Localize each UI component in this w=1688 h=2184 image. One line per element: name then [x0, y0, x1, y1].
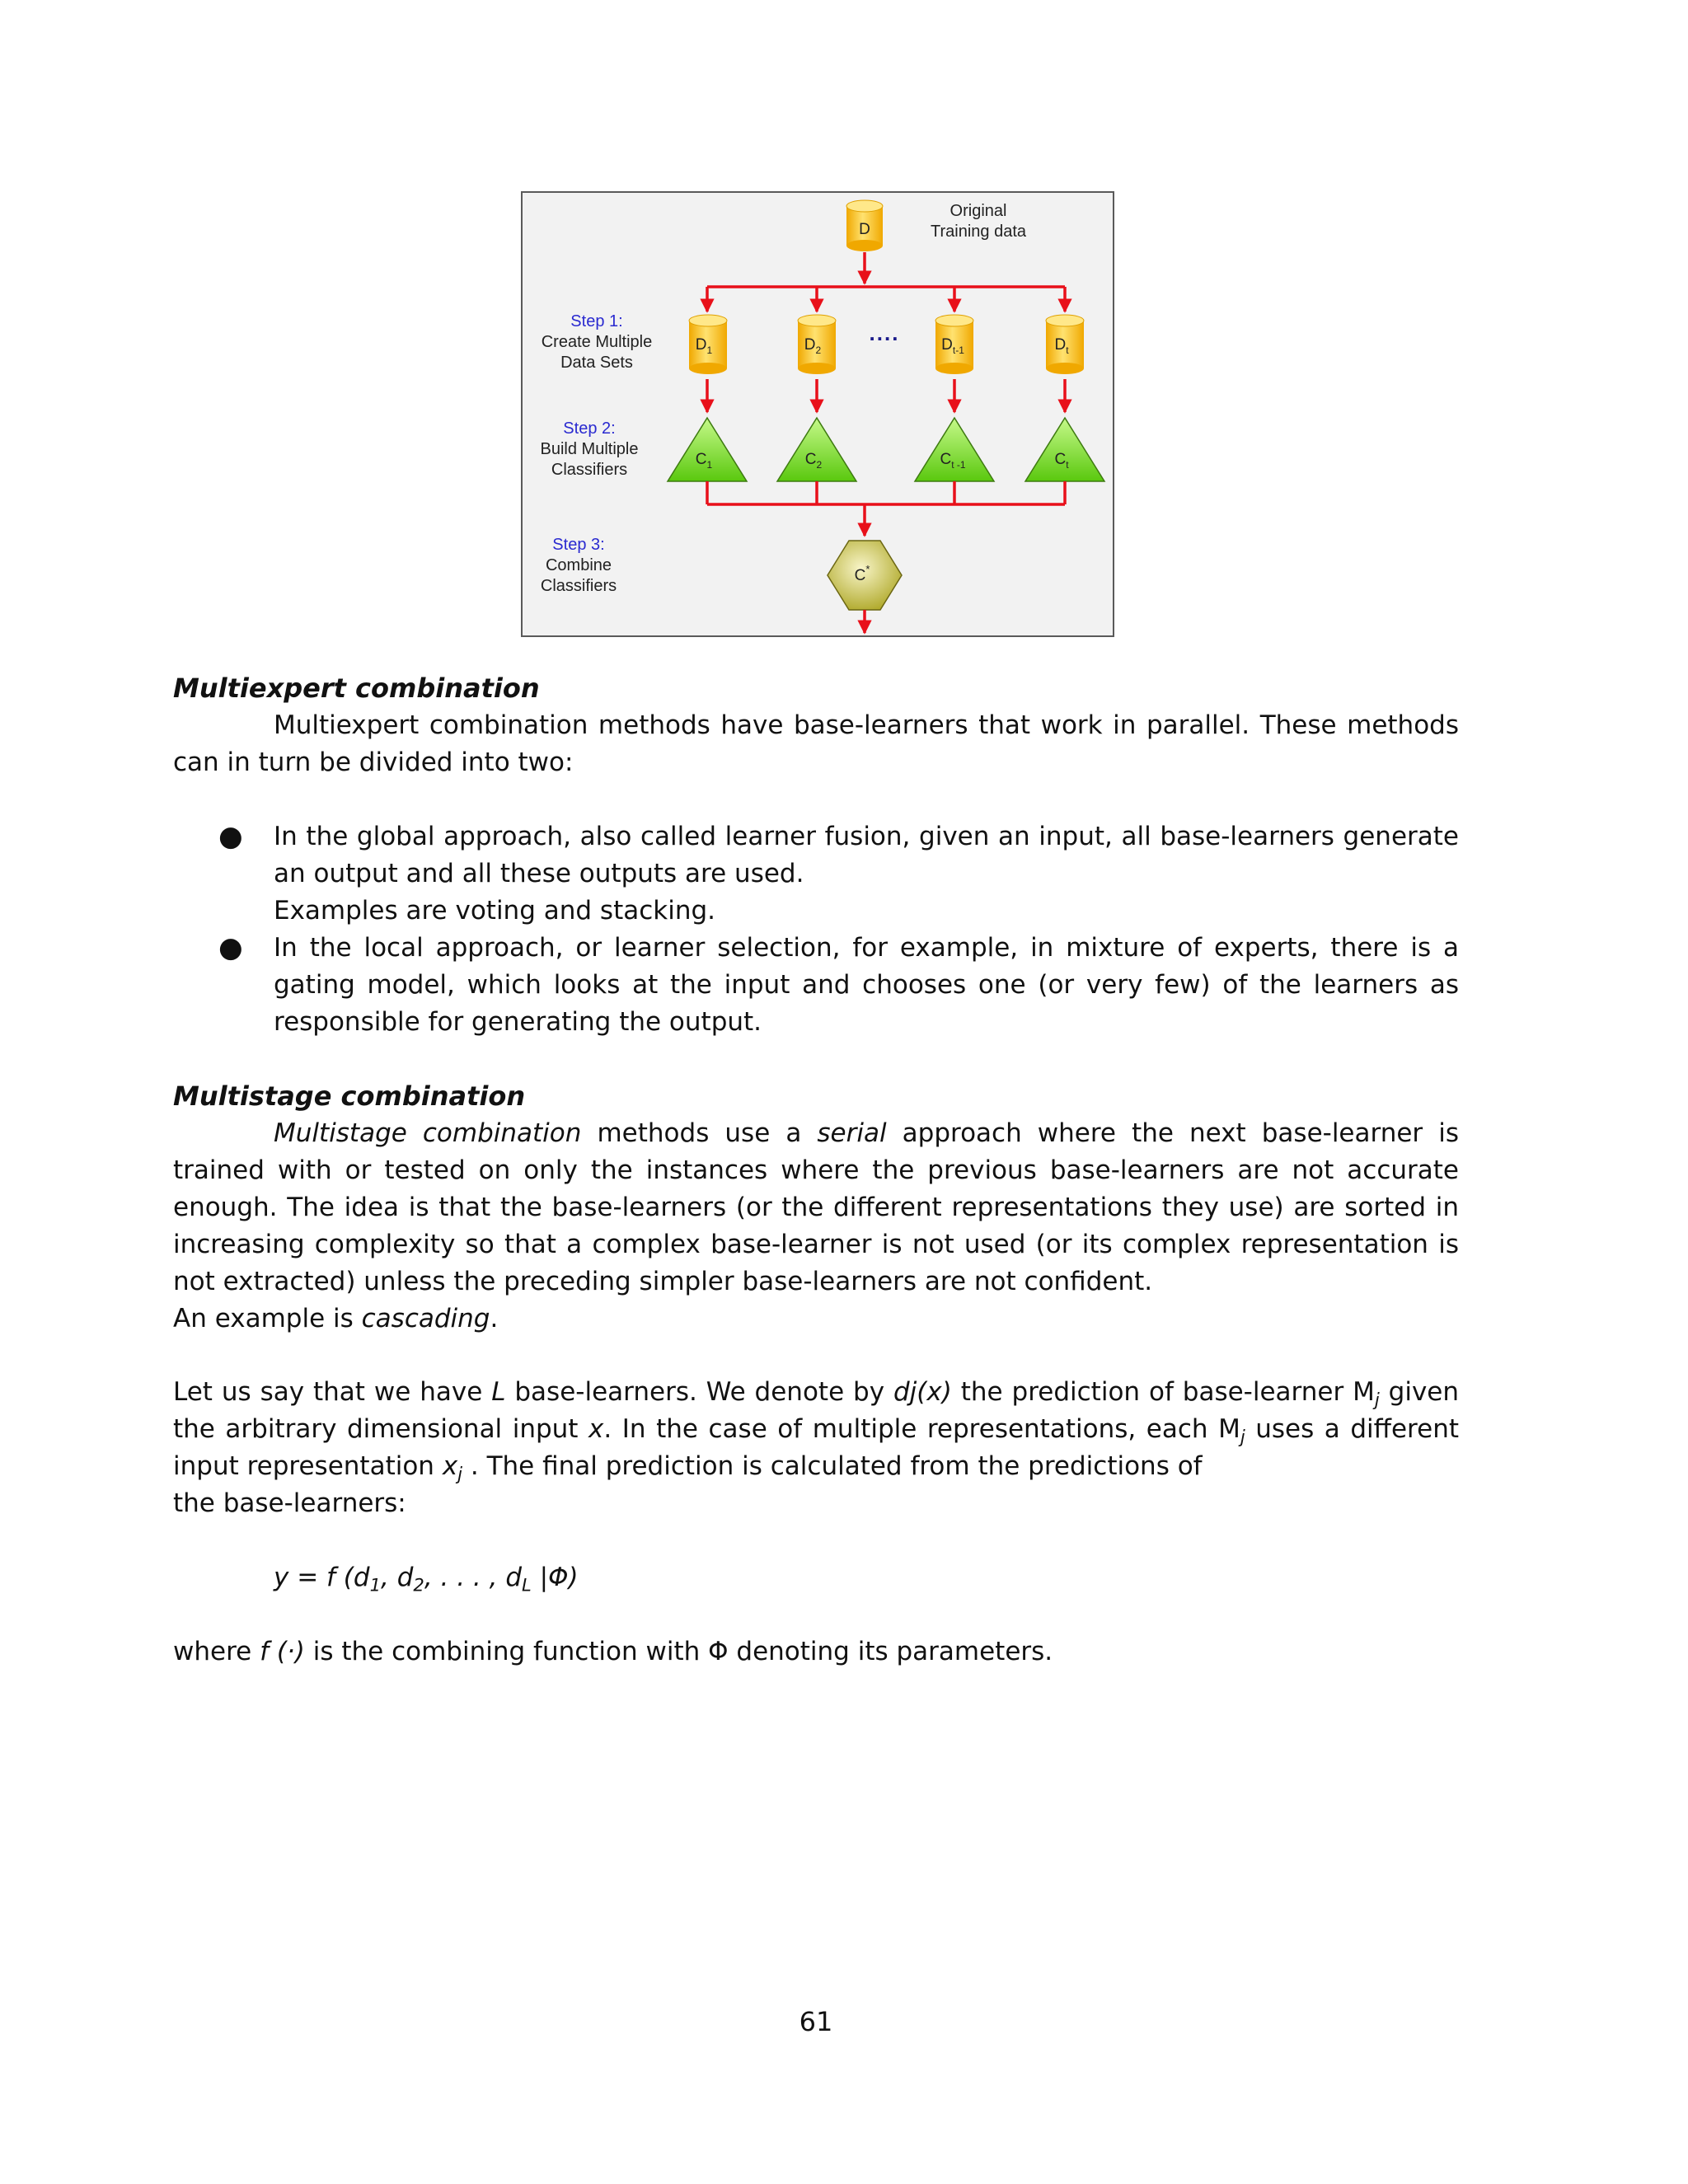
step3-line1: Combine — [545, 556, 612, 574]
dataset-cylinder-t1 — [935, 315, 973, 374]
formal-t6: uses a different input representation — [173, 1414, 1459, 1481]
dataset-cylinder-1 — [689, 315, 727, 374]
dataset-t-label: D — [1054, 336, 1067, 354]
combining-function-note — [173, 1633, 1459, 1671]
original-data-cylinder — [846, 200, 883, 251]
formal-paragraph — [173, 1374, 1459, 1485]
original-data-label: D — [859, 221, 870, 238]
step3-line2: Classifiers — [540, 577, 617, 595]
classifier-1-label: C — [695, 451, 707, 468]
multiexpert-intro: Multiexpert combination methods have base-learners that work in parallel. These methods can in turn be divided into two: — [173, 710, 1459, 777]
combined-label: C — [854, 567, 866, 584]
eq-c: , . . . , d — [424, 1563, 523, 1592]
multistage-text-b: approach where the next base-learner is trained with or tested on only the instances where the previous base-learners are not accurate enough. The idea is that the base-learners (or the different representations they use) are sorted in increasing complexity so that a complex base-learner is not used (or its complex representation is not extracted) unless the preceding simpler base-learners are not confident. — [173, 1118, 1459, 1296]
eq-d: |Φ) — [531, 1563, 579, 1592]
dataset-1-sub: 1 — [706, 344, 713, 356]
multistage-section — [173, 1078, 1459, 1338]
note-w2: is the combining function with Φ denoting its parameters. — [304, 1637, 1053, 1666]
formal-sub-j2: j — [1240, 1426, 1245, 1447]
original-label-line2: Training data — [931, 223, 1026, 241]
cascading-term: cascading — [361, 1304, 490, 1333]
step2-line2: Classifiers — [551, 461, 628, 479]
step1-title: Step 1: — [570, 312, 623, 330]
classifier-t1-label: C — [940, 451, 952, 468]
classifier-2-sub: 2 — [816, 459, 823, 471]
multiexpert-section — [173, 670, 1459, 1041]
formal-L: L — [491, 1377, 506, 1407]
page-number: 61 — [799, 2006, 833, 2037]
note-w1: where — [173, 1637, 260, 1666]
eq-b: , d — [381, 1563, 414, 1592]
bullet-icon: ● — [218, 931, 243, 964]
formal-t1: Let us say that we have — [173, 1377, 492, 1407]
bullet-local-text: In the local approach, or learner selection, for example, in mixture of experts, there is a gating model, which looks at the input and chooses one (or very few) of the learners as responsible for generating the output. — [274, 933, 1459, 1037]
formal-t3: the prediction of base-learner M — [951, 1377, 1375, 1407]
combined-sup: * — [865, 563, 870, 575]
ensemble-diagram — [521, 191, 1114, 637]
dataset-2-label: D — [804, 336, 816, 354]
example-period: . — [490, 1304, 499, 1333]
classifier-t-label: C — [1054, 451, 1067, 468]
formal-sub-j: j — [1374, 1389, 1380, 1410]
step3-title: Step 3: — [552, 536, 605, 554]
dataset-cylinder-2 — [798, 315, 836, 374]
cascading-example — [173, 1301, 1459, 1338]
ensemble-diagram-svg — [521, 191, 1114, 637]
dataset-1-label: D — [695, 336, 707, 354]
dataset-ellipsis: .... — [869, 321, 900, 345]
dataset-t1-sub: t-1 — [952, 344, 964, 356]
formal-xj: x — [442, 1451, 458, 1481]
combining-equation — [173, 1559, 1459, 1596]
multiexpert-bullet-list — [173, 818, 1459, 1041]
eq-sub-1: 1 — [369, 1574, 381, 1596]
classifier-1-sub: 1 — [706, 459, 713, 471]
multiexpert-heading: Multiexpert combination — [173, 673, 540, 704]
note-f: f (·) — [260, 1637, 305, 1666]
serial-term: serial — [817, 1118, 887, 1148]
formal-sub-j3: j — [457, 1463, 463, 1484]
bullet-global-text: In the global approach, also called learner fusion, given an input, all base-learners generate an output and all these outputs are used. — [274, 822, 1459, 888]
classifier-t1-sub: t -1 — [951, 459, 966, 471]
formal-djx: dj(x) — [893, 1377, 952, 1407]
example-text: An example is — [173, 1304, 362, 1333]
dataset-2-sub: 2 — [815, 344, 822, 356]
bullet-global-examples: Examples are voting and stacking. — [274, 896, 716, 926]
multistage-term: Multistage combination — [274, 1118, 582, 1148]
multistage-paragraph — [173, 1115, 1459, 1301]
step1-line2: Data Sets — [560, 354, 633, 372]
formal-t7: . The final prediction is calculated from the predictions of — [462, 1451, 1203, 1481]
bullet-icon: ● — [218, 820, 243, 853]
formal-t2: base-learners. We denote by — [505, 1377, 893, 1407]
step2-line1: Build Multiple — [540, 440, 639, 458]
bullet-local-approach — [173, 930, 1459, 1041]
formal-section — [173, 1374, 1459, 1671]
multistage-text-a: methods use a — [581, 1118, 818, 1148]
formal-t4: given the arbitrary dimensional input — [173, 1377, 1460, 1444]
eq-sub-2: 2 — [413, 1574, 424, 1596]
dataset-t1-label: D — [941, 336, 953, 354]
formal-t5: . In the case of multiple representations, each M — [603, 1414, 1240, 1444]
formal-line-end: the base-learners: — [173, 1488, 406, 1518]
classifier-2-label: C — [804, 451, 817, 468]
multistage-heading: Multistage combination — [173, 1080, 526, 1112]
eq-a: y = f (d — [274, 1563, 370, 1592]
step1-line1: Create Multiple — [541, 333, 653, 351]
original-label-line1: Original — [950, 202, 1007, 220]
eq-sub-L: L — [522, 1574, 532, 1596]
dataset-t-sub: t — [1066, 344, 1069, 356]
formal-x: x — [588, 1414, 604, 1444]
step2-title: Step 2: — [563, 419, 616, 438]
bullet-global-approach — [173, 818, 1459, 930]
classifier-t-sub: t — [1066, 459, 1069, 471]
dataset-cylinder-t — [1046, 315, 1084, 374]
